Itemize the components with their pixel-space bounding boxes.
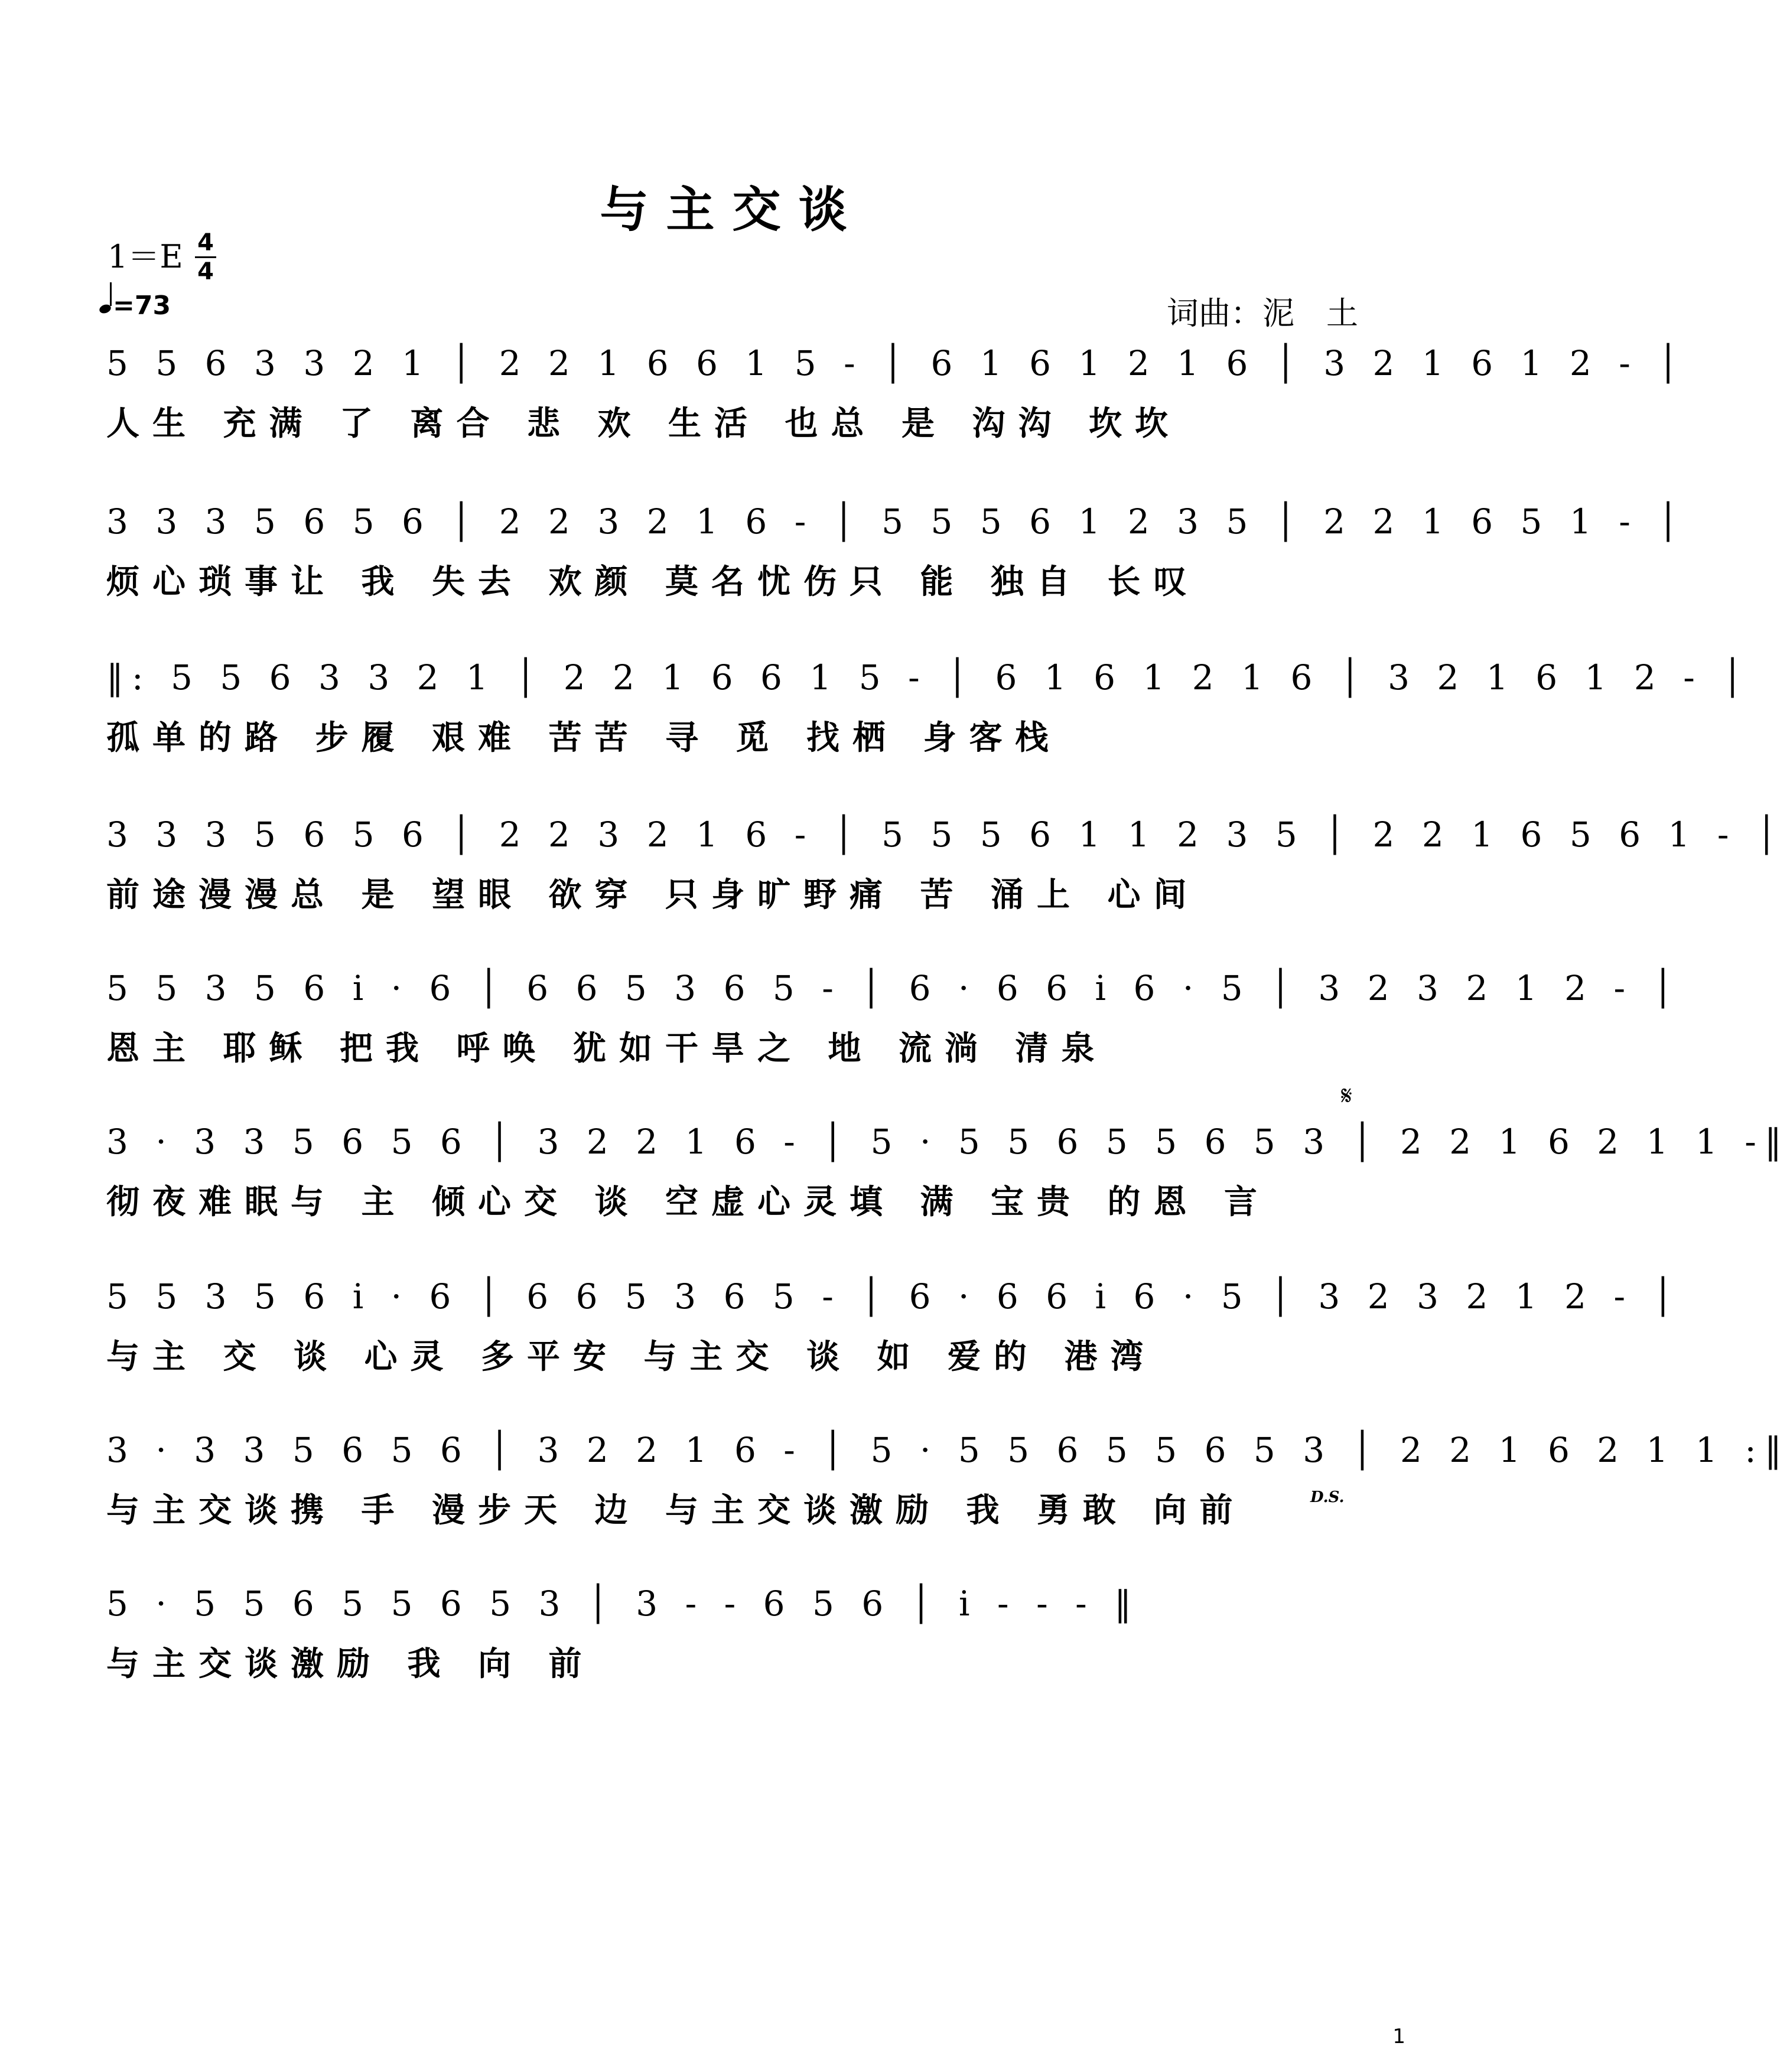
key-signature: 1＝E xyxy=(108,238,183,275)
notation-line: 5 5 3 5 6 i · 6 │ 6 6 5 3 6 5 - │ 6 · 6 6 i 6 · 5 │ 3 2 3 2 1 2 - │ xyxy=(106,1276,1682,1317)
notation-line: 3 · 3 3 5 6 5 6 │ 3 2 2 1 6 - │ 5 · 5 5 6 5 5 6 5 3 │ 2 2 1 6 2 1 1 -‖ xyxy=(106,1122,1790,1162)
lyric-line: 人生 充满 了 离合 悲 欢 生活 也总 是 沟沟 坎坎 xyxy=(106,405,1181,443)
composer-credit: 词曲：泥 土 xyxy=(1167,295,1358,332)
notation-line: 5 5 6 3 3 2 1 │ 2 2 1 6 6 1 5 - │ 6 1 6 1 2 1 6 │ 3 2 1 6 1 2 - │ xyxy=(106,343,1687,383)
notation-line: 5 5 3 5 6 i · 6 │ 6 6 5 3 6 5 - │ 6 · 6 6 i 6 · 5 │ 3 2 3 2 1 2 - │ xyxy=(106,968,1682,1008)
lyric-line: 与主 交 谈 心灵 多平安 与主交 谈 如 爱的 港湾 xyxy=(106,1338,1157,1376)
notation-line: 5 · 5 5 6 5 5 6 5 3 │ 3 - - 6 5 6 │ i - - - ‖ xyxy=(106,1584,1140,1624)
lyric-line: 与主交谈携 手 漫步天 边 与主交谈激励 我 勇敢 向前 xyxy=(106,1491,1246,1530)
notation-line: 3 3 3 5 6 5 6 │ 2 2 3 2 1 6 - │ 5 5 5 6 1 1 2 3 5 │ 2 2 1 6 5 6 1 - │ xyxy=(106,815,1785,855)
meter-bottom: 4 xyxy=(197,258,214,285)
lyric-line: 孤单的路 步履 艰难 苦苦 寻 觅 找栖 身客栈 xyxy=(106,719,1062,757)
tempo-value: =73 xyxy=(113,291,171,321)
lyric-line: 彻夜难眠与 主 倾心交 谈 空虚心灵填 满 宝贵 的恩 言 xyxy=(106,1183,1270,1221)
notation-line: ‖: 5 5 6 3 3 2 1 │ 2 2 1 6 6 1 5 - │ 6 1 6 1 2 1 6 │ 3 2 1 6 1 2 - │ xyxy=(106,657,1752,698)
notation-line: 3 3 3 5 6 5 6 │ 2 2 3 2 1 6 - │ 5 5 5 6 1 2 3 5 │ 2 2 1 6 5 1 - │ xyxy=(106,501,1687,542)
lyric-line: 烦心琐事让 我 失去 欢颜 莫名忧伤只 能 独自 长叹 xyxy=(106,563,1200,601)
notation-line: 3 · 3 3 5 6 5 6 │ 3 2 2 1 6 - │ 5 · 5 5 6 5 5 6 5 3 │ 2 2 1 6 2 1 1 :‖ xyxy=(106,1430,1790,1470)
page-number: 1 xyxy=(1392,2025,1405,2048)
meter-top: 4 xyxy=(197,229,214,256)
segno-icon: 𝄋 xyxy=(1341,1081,1352,1111)
note-stem xyxy=(110,282,112,306)
time-signature xyxy=(193,229,219,285)
dal-segno-mark: D.S. xyxy=(1310,1488,1345,1506)
lyric-line: 恩主 耶稣 把我 呼唤 犹如干旱之 地 流淌 清泉 xyxy=(106,1030,1108,1068)
tempo-marking xyxy=(99,291,171,321)
lyric-line: 前途漫漫总 是 望眼 欲穿 只身旷野痛 苦 涌上 心间 xyxy=(106,876,1200,914)
song-title: 与主交谈 xyxy=(600,181,865,238)
lyric-line: 与主交谈激励 我 向 前 xyxy=(106,1645,595,1683)
